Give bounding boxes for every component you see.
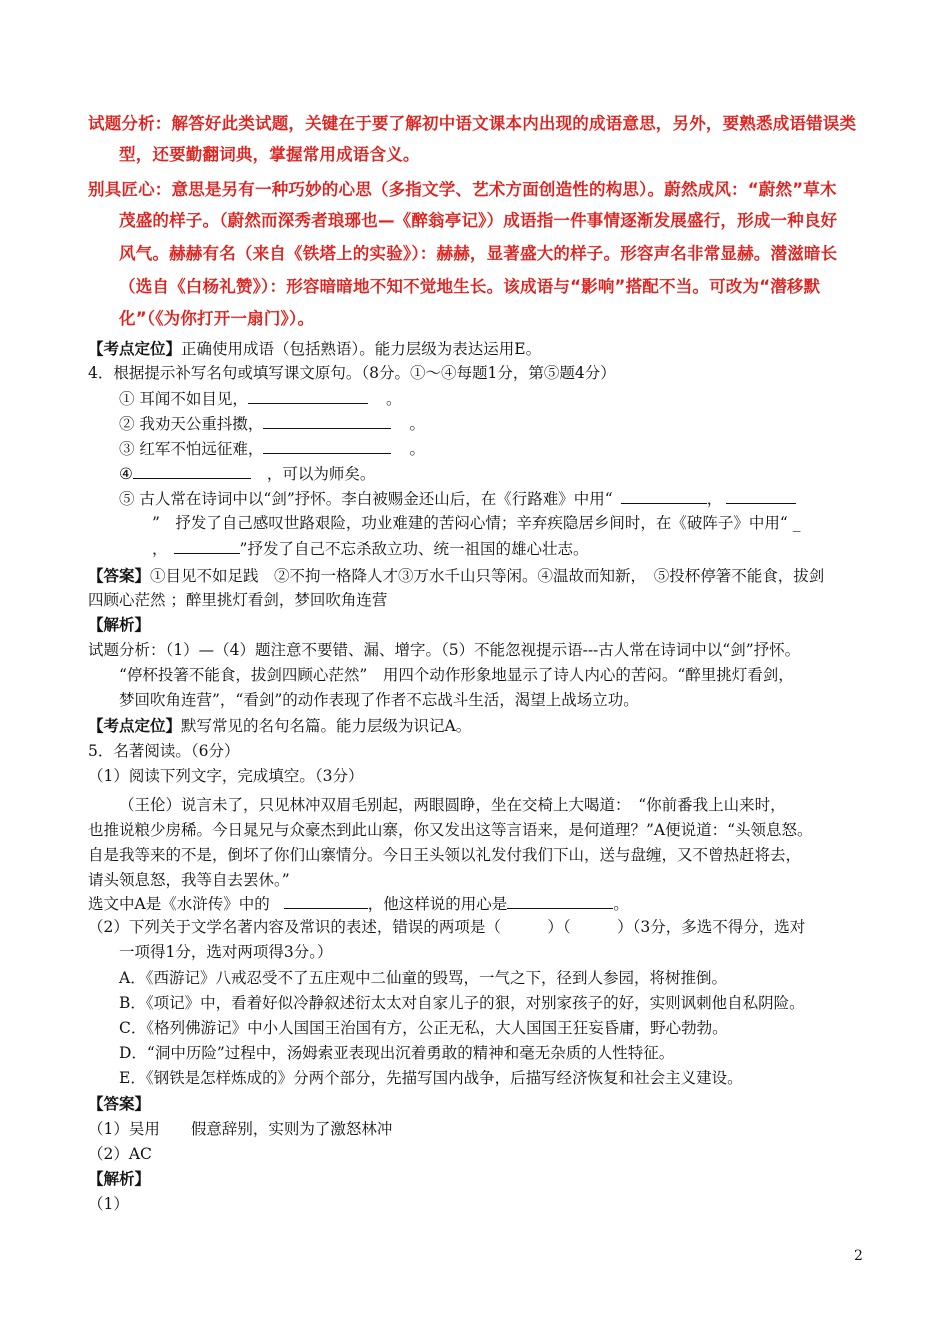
q4-item-1-text: ① 耳闻不如目见，	[119, 390, 248, 408]
q4-item-2	[119, 413, 425, 434]
q4-item-1	[119, 388, 401, 409]
q5-option-b: B．《项记》中，看着好似冷静叙述衍太太对自家儿子的狠，对别家孩子的好，实则讽刺他自私阴险。	[119, 994, 805, 1012]
q4-item-2-text: ② 我劝天公重抖擞，	[119, 415, 264, 433]
q5-passage-line-3: 自是我等来的不是，倒坏了你们山寨情分。今日王头领以礼发付我们下山，送与盘缠，又不曾热赶将去，	[88, 846, 802, 864]
answer-q4-line-1	[88, 566, 824, 586]
kaodian-label: 【考点定位】	[88, 716, 182, 735]
answer-q5-line-1: （1）吴用 假意辞别，实则为了激怒林冲	[88, 1120, 393, 1138]
q5-part-2-line-2: 一项得1分，选对两项得3分。）	[119, 943, 333, 961]
q5-fill-text-b: ，他这样说的用心是	[367, 895, 508, 913]
q4-item-3	[119, 438, 425, 459]
jiexi-q4-label: 【解析】	[88, 615, 151, 634]
jiexi-q5-line-1: （1）	[88, 1195, 129, 1213]
q5-option-e: E．《钢铁是怎样炼成的》分两个部分，先描写国内战争，后描写经济恢复和社会主义建设。	[119, 1069, 743, 1087]
q4-item-1-end: 。	[385, 390, 402, 408]
kaodian-text: 默写常见的名句名篇。能力层级为识记A。	[181, 717, 472, 735]
jiexi-q5-label: 【解析】	[88, 1169, 151, 1188]
analysis-line-6: （选自《白杨礼赞》）：形容暗暗地不知不觉地生长。该成语与“影响”搭配不当。可改为“潜移默	[119, 277, 821, 296]
analysis-q4-line-3: 梦回吹角连营”，“看剑”的动作表现了作者不忘战斗生活，渴望上战场立功。	[119, 691, 639, 709]
kaodian-q4	[88, 716, 471, 736]
analysis-q4-line-2: “停杯投箸不能食，拔剑四顾心茫然” 用四个动作形象地显示了诗人内心的苦闷。“醉里挑灯看剑，	[119, 666, 794, 684]
answer-blank	[263, 413, 391, 429]
kaodian-label: 【考点定位】	[88, 339, 182, 358]
q4-item-5-end: ”抒发了自己不忘杀敌立功、统一祖国的雄心壮志。	[239, 540, 589, 558]
q5-title: 5．名著阅读。（6分）	[88, 742, 240, 760]
q4-item-5-text: ⑤ 古人常在诗词中以“剑”抒怀。李白被赐金还山后，在《行路难》中用“	[119, 490, 613, 508]
q4-item-5-line-1	[119, 488, 796, 509]
answer-blank	[248, 388, 368, 404]
analysis-line-4: 茂盛的样子。（蔚然而深秀者琅琊也—《醉翁亭记》）成语指一件事情逐渐发展盛行，形成一种良好	[119, 211, 838, 230]
answer-label: 【答案】	[88, 566, 151, 585]
q5-option-c: C．《格列佛游记》中小人国国王治国有方，公正无私，大人国国王狂妄昏庸，野心勃勃。	[119, 1019, 728, 1037]
analysis-q4-line-1: 试题分析：（1）—（4）题注意不要错、漏、增字。（5）不能忽视提示语---古人常在诗词中以“剑”抒怀。	[88, 641, 801, 659]
answer-blank	[133, 463, 251, 479]
q4-item-3-end: 。	[409, 440, 425, 458]
answer-blank	[621, 488, 707, 504]
answer-blank	[507, 893, 613, 909]
page-number: 2	[854, 1248, 863, 1264]
q5-option-d: D．“洞中历险”过程中，汤姆索亚表现出沉着勇敢的精神和毫无杂质的人性特征。	[119, 1044, 675, 1062]
analysis-line-3: 别具匠心：意思是另有一种巧妙的心思（多指文学、艺术方面创造性的构思）。蔚然成风：“蔚然”草木	[88, 180, 837, 199]
q4-item-2-end: 。	[409, 415, 425, 433]
analysis-line-7: 化”（《为你打开一扇门》）。	[119, 309, 315, 328]
q5-part-2-line-1: （2）下列关于文学名著内容及常识的表述，错误的两项是（ ）（ ）（3分，多选不得分，选对	[88, 918, 806, 936]
answer-blank	[726, 488, 796, 504]
answer-blank	[174, 538, 240, 554]
q4-item-4	[119, 463, 375, 484]
q4-item-5-line-2: ” 抒发了自己感叹世路艰险，功业难建的苦闷心情；辛弃疾隐居乡间时，在《破阵子》中用“ _	[152, 514, 801, 532]
answer-blank	[263, 438, 391, 454]
analysis-line-5: 风气。赫赫有名（来自《铁塔上的实验》）：赫赫，显著盛大的样子。形容声名非常显赫。潜滋暗长	[119, 244, 838, 263]
q4-item-5-comma-2: ，	[152, 540, 168, 558]
answer-q5-label: 【答案】	[88, 1094, 151, 1113]
q5-fill-line	[88, 893, 629, 914]
q4-item-3-text: ③ 红军不怕远征难，	[119, 440, 264, 458]
q5-fill-end: 。	[613, 895, 629, 913]
q5-passage-line-4: 请头领息怒，我等自去罢休。”	[88, 871, 290, 889]
q5-fill-text-a: 选文中A是《水浒传》中的	[88, 895, 270, 913]
answer-q5-line-2: （2）AC	[88, 1145, 152, 1163]
answer-text: ①目见不如足践 ②不拘一格降人才③万水千山只等闲。④温故而知新， ⑤投杯停箸不能食，拔剑	[150, 567, 825, 585]
kaodian-q3	[88, 339, 541, 359]
analysis-line-1: 试题分析：解答好此类试题，关键在于要了解初中语文课本内出现的成语意思，另外，要熟悉成语错误类	[88, 114, 857, 133]
q4-item-5-line-3	[152, 538, 588, 559]
q5-passage-line-1: （王伦）说言未了，只见林冲双眉毛别起，两眼圆睁，坐在交椅上大喝道： “你前番我上山来时，	[119, 796, 786, 814]
answer-blank	[284, 893, 368, 909]
q5-part-1: （1）阅读下列文字，完成填空。（3分）	[88, 767, 364, 785]
answer-q4-line-2: 四顾心茫然 ；醉里挑灯看剑，梦回吹角连营	[88, 591, 388, 609]
q5-passage-line-2: 也推说粮少房稀。今日晁兄与众豪杰到此山寨，你又发出这等言语来，是何道理？”A便说道：“头领息怒。	[88, 821, 813, 839]
q4-title: 4．根据提示补写名句或填写课文原句。（8分。①～④每题1分，第⑤题4分）	[88, 364, 616, 382]
kaodian-text: 正确使用成语（包括熟语）。能力层级为表达运用E。	[181, 340, 542, 358]
q5-option-a: A．《西游记》八戒忍受不了五庄观中二仙童的毁骂，一气之下，径到人参园，将树推倒。	[119, 969, 727, 987]
q4-item-4-text: ④	[119, 465, 133, 483]
q4-item-5-comma: ，	[706, 490, 723, 508]
q4-item-4-end: ，可以为师矣。	[266, 465, 376, 483]
analysis-line-2: 型，还要勤翻词典，掌握常用成语含义。	[119, 145, 420, 164]
